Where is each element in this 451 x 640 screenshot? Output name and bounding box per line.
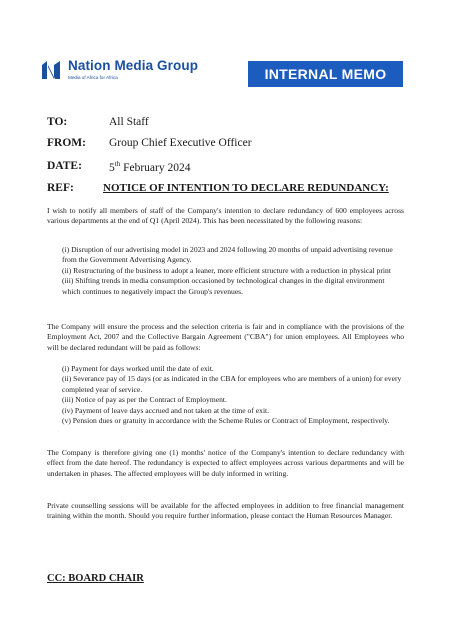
cc-line: CC: BOARD CHAIR	[47, 573, 144, 584]
list-item: (ii) Severance pay of 15 days (or as indicated in the CBA for employees who are members of a union) for every completed year of service.	[62, 374, 402, 394]
list-item: (i) Payment for days worked until the date of exit.	[62, 364, 214, 373]
list-item: (iii) Notice of pay as per the Contract of Employment.	[62, 395, 227, 405]
process-paragraph: The Company will ensure the process and the selection criteria is fair and in compliance with the provisions of the Employment Act, 2007 and the Collective Bargain Agreement ("CBA") for union employees. All Employees who will be declared redundant will be paid as follows:	[47, 322, 404, 352]
company-logo	[40, 58, 198, 81]
to-label: TO:	[47, 116, 68, 128]
list-item: (iv) Payment of leave days accrued and not taken at the time of exit.	[62, 405, 270, 415]
brand-tagline: Media of Africa for Africa	[68, 75, 118, 80]
ref-label: REF:	[47, 182, 74, 194]
reasons-list	[62, 245, 404, 297]
list-item: (i) Disruption of our advertising model in 2023 and 2024 following 20 months of unpaid advertising revenue from the Government Advertising Agency.	[62, 245, 393, 265]
date-suffix: th	[114, 160, 121, 168]
from-value: Group Chief Executive Officer	[109, 137, 252, 149]
ref-value: NOTICE OF INTENTION TO DECLARE REDUNDANCY:	[103, 182, 389, 194]
internal-memo-badge: INTERNAL MEMO	[248, 61, 403, 87]
to-value: All Staff	[109, 116, 149, 128]
from-label: FROM:	[47, 137, 86, 149]
payments-list	[62, 364, 404, 426]
intro-paragraph: I wish to notify all members of staff of the Company's intention to declare redundancy of 600 employees across various departments at the end of Q1 (April 2024). This has been necessitated by the following reasons:	[47, 206, 404, 226]
date-day: 5	[109, 161, 115, 174]
notice-paragraph: The Company is therefore giving one (1) months' notice of the Company's intention to declare redundancy with effect from the date hereof. The redundancy is expected to affect employees across various departments and will be undertaken in phases. The affected employees will be duly informed in writing.	[47, 448, 404, 478]
brand-name: Nation Media Group	[68, 58, 199, 73]
counselling-paragraph: Private counselling sessions will be available for the affected employees in addition to free financial management training within the month. Should you require further information, please contact the Human Resources Manager.	[47, 501, 404, 521]
list-item: (v) Pension dues or gratuity in accordance with the Scheme Rules or Contract of Employment, respectively.	[62, 416, 390, 426]
date-rest: February 2024	[120, 161, 191, 174]
nation-logo-icon	[40, 59, 62, 81]
date-value	[109, 160, 190, 174]
date-label: DATE:	[47, 160, 82, 172]
list-item: (ii) Restructuring of the business to adopt a leaner, more efficient structure with a reduction in physical print	[62, 265, 391, 275]
list-item: (iii) Shifting trends in media consumption occasioned by technological changes in the digital environment which continues to negatively impact the Group's revenues.	[62, 276, 385, 296]
